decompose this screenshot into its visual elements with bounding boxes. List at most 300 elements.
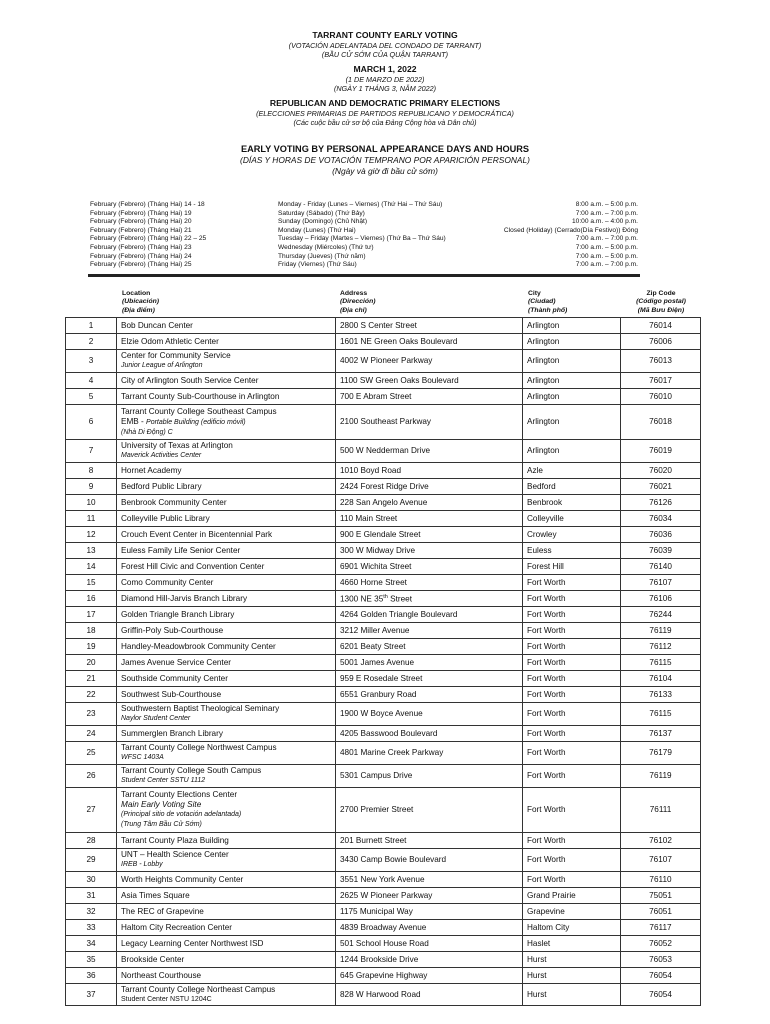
location-name: Hornet Academy — [121, 465, 182, 475]
table-row — [66, 543, 701, 559]
location-cell — [117, 318, 336, 334]
location-name: Benbrook Community Center — [121, 497, 227, 507]
document-header — [60, 30, 710, 177]
table-column-headers — [65, 290, 700, 317]
row-number: 13 — [66, 543, 117, 559]
table-row — [66, 687, 701, 703]
row-number: 4 — [66, 373, 117, 389]
location-name: Brookside Center — [121, 954, 185, 964]
address-cell — [336, 527, 523, 543]
address-cell — [336, 726, 523, 742]
address-cell — [336, 872, 523, 888]
address-cell — [336, 888, 523, 904]
row-number: 14 — [66, 559, 117, 575]
schedule-date: February (Febrero) (Tháng Hai) 23 — [90, 243, 192, 251]
schedule-days: Tuesday – Friday (Martes – Viernes) (Thứ Ba – Thứ Sáu) — [278, 235, 446, 243]
city-cell: Fort Worth — [523, 671, 621, 687]
schedule-date: February (Febrero) (Tháng Hai) 20 — [90, 218, 192, 226]
column-header-address-vi: (Địa chỉ) — [340, 306, 367, 314]
address-text: 700 E Abram Street — [340, 391, 412, 401]
table-row — [66, 389, 701, 405]
location-cell — [117, 350, 336, 373]
address-text: 2700 Premier Street — [340, 805, 414, 814]
zip-cell: 76018 — [621, 405, 701, 440]
election-name: REPUBLICAN AND DEMOCRATIC PRIMARY ELECTIONS — [269, 98, 501, 108]
location-subtitle: (Principal sitio de votación adelantada) — [121, 811, 242, 818]
schedule-row — [90, 253, 638, 262]
location-cell — [117, 440, 336, 463]
location-subtitle: Student Center SSTU 1112 — [121, 777, 206, 784]
address-text: 1244 Brookside Drive — [340, 954, 419, 964]
city-cell: Haltom City — [523, 920, 621, 936]
location-name: Elzie Odom Athletic Center — [121, 336, 219, 346]
row-number: 27 — [66, 788, 117, 833]
location-name: Tarrant County College Northeast Campus — [121, 984, 276, 994]
address-cell — [336, 833, 523, 849]
schedule-row — [90, 235, 638, 244]
schedule-days: Saturday (Sábado) (Thứ Bảy) — [278, 209, 365, 217]
schedule-row — [90, 261, 638, 270]
address-text: 2625 W Pioneer Parkway — [340, 890, 433, 900]
address-cell — [336, 936, 523, 952]
location-subtitle: Maverick Activities Center — [121, 452, 202, 459]
location-name: Colleyville Public Library — [121, 513, 210, 523]
address-text: 6201 Beaty Street — [340, 641, 406, 651]
row-number: 20 — [66, 655, 117, 671]
city-cell: Haslet — [523, 936, 621, 952]
zip-cell: 76179 — [621, 742, 701, 765]
row-number: 3 — [66, 350, 117, 373]
address-text: 4801 Marine Creek Parkway — [340, 748, 444, 757]
city-cell: Fort Worth — [523, 765, 621, 788]
table-row — [66, 440, 701, 463]
location-name: Griffin-Poly Sub-Courthouse — [121, 625, 224, 635]
address-text: 3430 Camp Bowie Boulevard — [340, 855, 447, 864]
location-name: City of Arlington South Service Center — [121, 375, 259, 385]
election-name-vi: (Các cuộc bầu cử sơ bộ của Đảng Cộng hòa và Dân chủ) — [293, 118, 477, 127]
table-row — [66, 655, 701, 671]
city-cell: Arlington — [523, 440, 621, 463]
schedule-row — [90, 201, 638, 210]
location-name: Bedford Public Library — [121, 481, 202, 491]
address-text: 3212 Miller Avenue — [340, 625, 410, 635]
schedule-date: February (Febrero) (Tháng Hai) 21 — [90, 226, 192, 234]
location-subtitle: WFSC 1403A — [121, 754, 164, 761]
address-cell — [336, 543, 523, 559]
schedule-row — [90, 227, 638, 236]
location-cell — [117, 479, 336, 495]
address-text: 500 W Nedderman Drive — [340, 446, 431, 455]
address-text: 900 E Glendale Street — [340, 529, 421, 539]
city-cell: Fort Worth — [523, 655, 621, 671]
address-text: 6901 Wichita Street — [340, 561, 412, 571]
zip-cell: 76054 — [621, 968, 701, 984]
location-name: Tarrant County College South Campus — [121, 766, 262, 775]
address-text: 6551 Granbury Road — [340, 689, 417, 699]
location-cell — [117, 405, 336, 440]
table-row — [66, 591, 701, 607]
location-name: Como Community Center — [121, 577, 214, 587]
row-number: 21 — [66, 671, 117, 687]
city-cell: Bedford — [523, 479, 621, 495]
zip-cell: 76140 — [621, 559, 701, 575]
city-cell: Hurst — [523, 984, 621, 1006]
schedule-days: Monday (Lunes) (Thứ Hai) — [278, 226, 356, 234]
address-cell — [336, 440, 523, 463]
column-header-location: Location — [122, 290, 151, 297]
table-row — [66, 788, 701, 833]
column-header-zip-es: (Código postal) — [636, 298, 686, 306]
table-row — [66, 904, 701, 920]
location-cell — [117, 495, 336, 511]
city-cell: Azle — [523, 463, 621, 479]
schedule-days: Friday (Viernes) (Thứ Sáu) — [278, 261, 357, 269]
table-row — [66, 968, 701, 984]
schedule-hours: 7:00 a.m. – 7:00 p.m. — [575, 235, 638, 243]
column-header-city: City — [528, 290, 541, 297]
address-text: 110 Main Street — [340, 513, 398, 523]
zip-cell: 76112 — [621, 639, 701, 655]
row-number: 9 — [66, 479, 117, 495]
row-number: 2 — [66, 334, 117, 350]
city-cell: Arlington — [523, 405, 621, 440]
location-cell — [117, 888, 336, 904]
row-number: 34 — [66, 936, 117, 952]
row-number: 33 — [66, 920, 117, 936]
address-cell — [336, 591, 523, 607]
location-name: Tarrant County Elections Center — [121, 790, 238, 799]
table-row — [66, 575, 701, 591]
table-row — [66, 350, 701, 373]
schedule-days: Thursday (Jueves) (Thứ năm) — [278, 252, 366, 260]
column-header-location-es: (Ubicación) — [122, 298, 160, 306]
row-number: 26 — [66, 765, 117, 788]
address-cell — [336, 405, 523, 440]
table-row — [66, 765, 701, 788]
zip-cell: 76052 — [621, 936, 701, 952]
location-cell — [117, 389, 336, 405]
location-cell — [117, 575, 336, 591]
row-number: 12 — [66, 527, 117, 543]
location-cell — [117, 703, 336, 726]
table-row — [66, 495, 701, 511]
city-cell: Fort Worth — [523, 703, 621, 726]
zip-cell: 76119 — [621, 623, 701, 639]
address-text: 1900 W Boyce Avenue — [340, 709, 423, 718]
locations-table — [65, 317, 701, 1006]
city-cell: Fort Worth — [523, 575, 621, 591]
table-row — [66, 479, 701, 495]
zip-cell: 75051 — [621, 888, 701, 904]
address-text: 1100 SW Green Oaks Boulevard — [340, 375, 459, 385]
table-row — [66, 872, 701, 888]
table-row — [66, 849, 701, 872]
address-cell — [336, 655, 523, 671]
location-name: Crouch Event Center in Bicentennial Park — [121, 529, 273, 539]
schedule-hours: 7:00 a.m. – 7:00 p.m. — [575, 261, 638, 269]
election-date: MARCH 1, 2022 — [353, 64, 417, 74]
location-cell — [117, 511, 336, 527]
address-text: 228 San Angelo Avenue — [340, 497, 428, 507]
row-number: 36 — [66, 968, 117, 984]
location-name: Tarrant County College Northwest Campus — [121, 743, 277, 752]
city-cell: Arlington — [523, 373, 621, 389]
address-cell — [336, 952, 523, 968]
location-cell — [117, 687, 336, 703]
address-cell — [336, 389, 523, 405]
address-text: 5301 Campus Drive — [340, 771, 413, 780]
city-cell: Colleyville — [523, 511, 621, 527]
city-cell: Fort Worth — [523, 742, 621, 765]
city-cell: Arlington — [523, 389, 621, 405]
address-cell — [336, 350, 523, 373]
city-cell: Grapevine — [523, 904, 621, 920]
address-cell — [336, 687, 523, 703]
address-cell — [336, 495, 523, 511]
row-number: 5 — [66, 389, 117, 405]
zip-cell: 76119 — [621, 765, 701, 788]
city-cell: Fort Worth — [523, 607, 621, 623]
column-header-address: Address — [340, 290, 368, 297]
address-cell — [336, 479, 523, 495]
city-cell: Grand Prairie — [523, 888, 621, 904]
address-cell — [336, 463, 523, 479]
schedule-days: Monday - Friday (Lunes – Viernes) (Thứ Hai – Thứ Sáu) — [278, 201, 443, 208]
table-row — [66, 742, 701, 765]
address-text: 1601 NE Green Oaks Boulevard — [340, 336, 458, 346]
address-cell — [336, 671, 523, 687]
table-row — [66, 952, 701, 968]
location-name: Asia Times Square — [121, 890, 190, 900]
table-row — [66, 607, 701, 623]
section-title-es: (DÍAS Y HORAS DE VOTACIÓN TEMPRANO POR APARICIÓN PERSONAL) — [240, 155, 530, 165]
zip-cell: 76102 — [621, 833, 701, 849]
table-row — [66, 920, 701, 936]
location-cell — [117, 968, 336, 984]
row-number: 16 — [66, 591, 117, 607]
location-name: Northeast Courthouse — [121, 970, 202, 980]
address-text: 5001 James Avenue — [340, 657, 415, 667]
schedule-hours: 8:00 a.m. – 5:00 p.m. — [575, 201, 638, 208]
location-name: Southwestern Baptist Theological Seminary — [121, 704, 280, 713]
address-cell — [336, 984, 523, 1006]
location-cell — [117, 833, 336, 849]
location-name: Southwest Sub-Courthouse — [121, 689, 222, 699]
table-row — [66, 373, 701, 389]
divider — [88, 274, 640, 277]
schedule-date: February (Febrero) (Tháng Hai) 24 — [90, 252, 192, 260]
zip-cell: 76133 — [621, 687, 701, 703]
zip-cell: 76110 — [621, 872, 701, 888]
location-name: Tarrant County Sub-Courthouse in Arlington — [121, 391, 280, 401]
schedule-row — [90, 210, 638, 219]
row-number: 32 — [66, 904, 117, 920]
address-text: 4002 W Pioneer Parkway — [340, 356, 433, 365]
table-row — [66, 726, 701, 742]
table-row — [66, 888, 701, 904]
location-cell — [117, 872, 336, 888]
table-row — [66, 623, 701, 639]
location-cell — [117, 655, 336, 671]
zip-cell: 76111 — [621, 788, 701, 833]
column-header-location-vi: (Địa điểm) — [122, 306, 155, 314]
zip-cell: 76137 — [621, 726, 701, 742]
city-cell: Fort Worth — [523, 639, 621, 655]
column-header-address-es: (Dirección) — [340, 298, 376, 306]
address-cell — [336, 575, 523, 591]
zip-cell: 76036 — [621, 527, 701, 543]
address-cell — [336, 849, 523, 872]
doc-title-vi: (BẦU CỬ SỚM CỦA QUẬN TARRANT) — [321, 50, 449, 59]
location-cell — [117, 543, 336, 559]
row-number: 18 — [66, 623, 117, 639]
address-cell — [336, 511, 523, 527]
zip-cell: 76021 — [621, 479, 701, 495]
city-cell: Benbrook — [523, 495, 621, 511]
zip-cell: 76054 — [621, 984, 701, 1006]
zip-cell: 76006 — [621, 334, 701, 350]
address-cell — [336, 318, 523, 334]
table-row — [66, 463, 701, 479]
address-cell — [336, 623, 523, 639]
address-text: 1300 NE 35 — [340, 594, 384, 604]
row-number: 10 — [66, 495, 117, 511]
row-number: 8 — [66, 463, 117, 479]
schedule-date: February (Febrero) (Tháng Hai) 25 — [90, 261, 192, 269]
location-cell — [117, 788, 336, 833]
location-cell — [117, 952, 336, 968]
city-cell: Fort Worth — [523, 833, 621, 849]
address-text: 4264 Golden Triangle Boulevard — [340, 609, 458, 619]
election-date-vi: (NGÀY 1 THÁNG 3, NĂM 2022) — [333, 84, 437, 93]
city-cell: Arlington — [523, 350, 621, 373]
zip-cell: 76034 — [621, 511, 701, 527]
location-name: University of Texas at Arlington — [121, 441, 233, 450]
location-cell — [117, 559, 336, 575]
address-text: 645 Grapevine Highway — [340, 970, 428, 980]
schedule-days: Wednesday (Miércoles) (Thứ tư) — [278, 243, 374, 251]
location-cell — [117, 527, 336, 543]
city-cell: Crowley — [523, 527, 621, 543]
table-row — [66, 559, 701, 575]
location-cell — [117, 742, 336, 765]
location-name: Handley-Meadowbrook Community Center — [121, 641, 276, 651]
schedule-list — [90, 201, 638, 270]
city-cell: Arlington — [523, 318, 621, 334]
address-cell — [336, 373, 523, 389]
address-text: 2424 Forest Ridge Drive — [340, 481, 429, 491]
zip-cell: 76115 — [621, 703, 701, 726]
city-cell: Fort Worth — [523, 726, 621, 742]
city-cell: Fort Worth — [523, 849, 621, 872]
address-text: 2100 Southeast Parkway — [340, 417, 432, 426]
location-name: Worth Heights Community Center — [121, 874, 244, 884]
schedule-row — [90, 218, 638, 227]
location-cell — [117, 639, 336, 655]
location-cell — [117, 373, 336, 389]
city-cell: Fort Worth — [523, 623, 621, 639]
location-subtitle: (Nhà Di Động) C — [121, 428, 173, 436]
address-cell — [336, 334, 523, 350]
address-cell — [336, 920, 523, 936]
location-cell — [117, 671, 336, 687]
address-text: 201 Burnett Street — [340, 835, 407, 845]
address-cell — [336, 559, 523, 575]
schedule-date: February (Febrero) (Tháng Hai) 19 — [90, 209, 192, 217]
row-number: 7 — [66, 440, 117, 463]
location-name: The REC of Grapevine — [121, 906, 204, 916]
location-cell — [117, 607, 336, 623]
zip-cell: 76020 — [621, 463, 701, 479]
schedule-hours: 10:00 a.m. – 4:00 p.m. — [572, 218, 638, 226]
column-header-city-vi: (Thành phố) — [528, 306, 568, 314]
zip-cell: 76017 — [621, 373, 701, 389]
row-number: 17 — [66, 607, 117, 623]
location-subtitle: Student Center NSTU 1204C — [121, 995, 212, 1003]
doc-title: TARRANT COUNTY EARLY VOTING — [312, 30, 458, 40]
address-text: 1010 Boyd Road — [340, 465, 401, 475]
row-number: 30 — [66, 872, 117, 888]
column-header-zip-vi: (Mã Bưu Điện) — [637, 306, 685, 314]
row-number: 23 — [66, 703, 117, 726]
location-name: Center for Community Service — [121, 351, 231, 360]
table-row — [66, 936, 701, 952]
schedule-hours: 7:00 a.m. – 5:00 p.m. — [575, 252, 638, 260]
election-date-es: (1 DE MARZO DE 2022) — [345, 75, 425, 84]
table-row — [66, 984, 701, 1006]
location-subtitle: Junior League of Arlington — [121, 362, 203, 369]
city-cell: Fort Worth — [523, 591, 621, 607]
zip-cell: 76117 — [621, 920, 701, 936]
table-row — [66, 527, 701, 543]
location-name: UNT – Health Science Center — [121, 850, 229, 859]
address-text: 959 E Rosedale Street — [340, 673, 423, 683]
location-name: Forest Hill Civic and Convention Center — [121, 561, 265, 571]
table-row — [66, 703, 701, 726]
row-number: 19 — [66, 639, 117, 655]
schedule-days: Sunday (Domingo) (Chủ Nhật) — [278, 218, 368, 226]
table-row — [66, 511, 701, 527]
row-number: 6 — [66, 405, 117, 440]
address-text: 3551 New York Avenue — [340, 874, 425, 884]
location-cell — [117, 765, 336, 788]
location-cell — [117, 984, 336, 1006]
location-name: Haltom City Recreation Center — [121, 922, 233, 932]
location-name: James Avenue Service Center — [121, 657, 231, 667]
schedule-hours: 7:00 a.m. – 7:00 p.m. — [575, 209, 638, 217]
zip-cell: 76106 — [621, 591, 701, 607]
address-text: 2800 S Center Street — [340, 320, 417, 330]
address-text: 1175 Municipal Way — [340, 906, 413, 916]
zip-cell: 76244 — [621, 607, 701, 623]
row-number: 37 — [66, 984, 117, 1006]
zip-cell: 76051 — [621, 904, 701, 920]
address-text: 4839 Broadway Avenue — [340, 922, 427, 932]
location-subtitle: (Trung Tâm Bầu Cử Sớm) — [121, 821, 202, 828]
schedule-date: February (Febrero) (Tháng Hai) 22 – 25 — [90, 235, 207, 243]
schedule-hours: Closed (Holiday) (Cerrado(Día Festivo)) Đóng — [503, 226, 638, 234]
zip-cell: 76115 — [621, 655, 701, 671]
address-cell — [336, 904, 523, 920]
row-number: 31 — [66, 888, 117, 904]
location-subtitle: IREB - Lobby — [121, 861, 163, 868]
location-cell — [117, 936, 336, 952]
location-cell — [117, 591, 336, 607]
address-cell — [336, 788, 523, 833]
zip-cell: 76010 — [621, 389, 701, 405]
location-detail-italic: Portable Building (edificio móvil) — [146, 418, 246, 426]
location-name: Tarrant County Plaza Building — [121, 835, 229, 845]
